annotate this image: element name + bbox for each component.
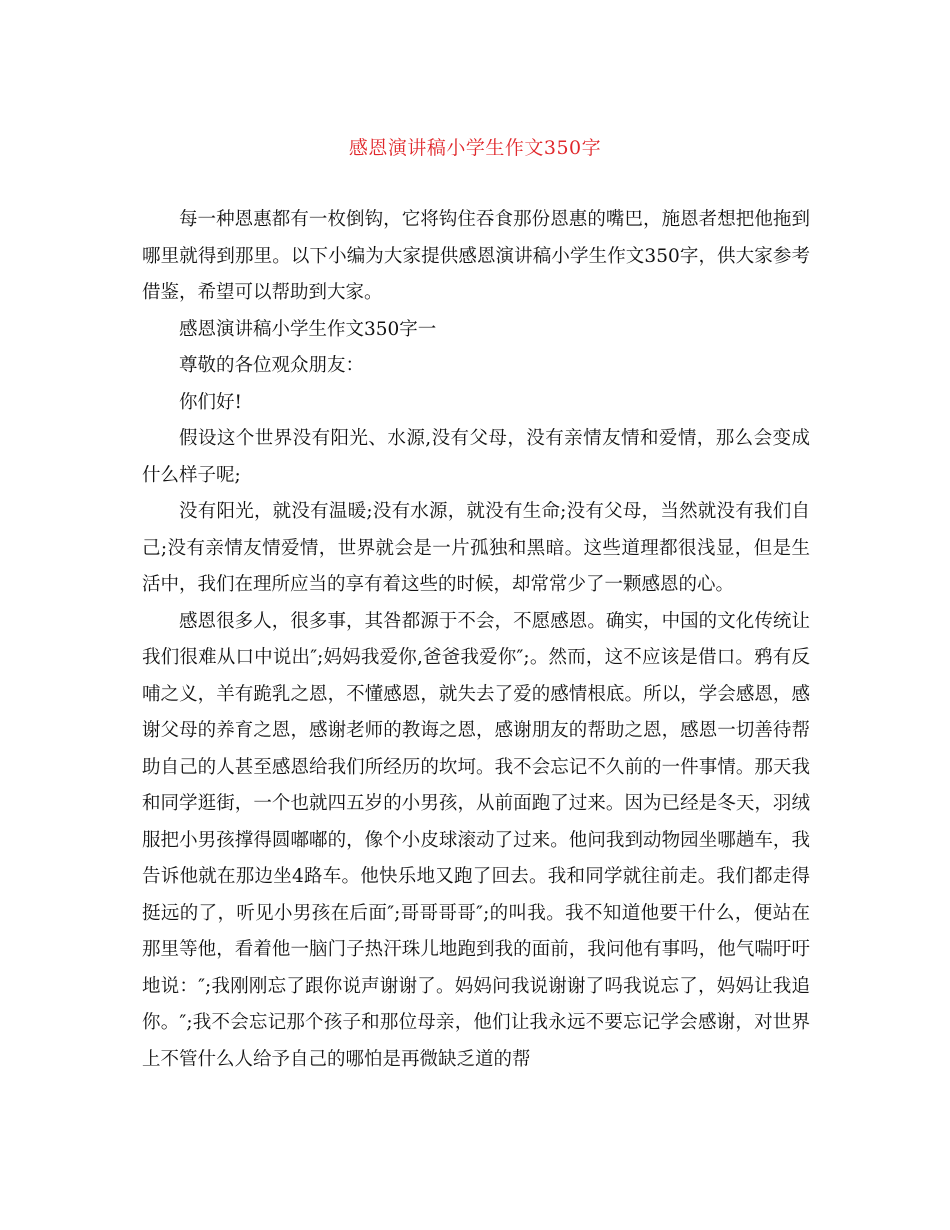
document-body [142,202,810,1078]
body-paragraph: 没有阳光，就没有温暖;没有水源，就没有生命;没有父母，当然就没有我们自己;没有亲情友情爱情，世界就会是一片孤独和黑暗。这些道理都很浅显，但是生活中，我们在理所应当的享有着这些的时候，却常常少了一颗感恩的心。 [142,501,810,595]
section-heading: 感恩演讲稿小学生作文350字一 [179,318,437,340]
greeting: 你们好! [179,391,242,413]
document-title: 感恩演讲稿小学生作文350字 [348,137,602,159]
salutation: 尊敬的各位观众朋友： [179,355,365,376]
body-paragraph: 假设这个世界没有阳光、水源,没有父母，没有亲情友情和爱情，那么会变成什么样子呢; [142,428,810,486]
intro-paragraph: 每一种恩惠都有一枚倒钩，它将钩住吞食那份恩惠的嘴巴，施恩者想把他拖到哪里就得到那里。以下小编为大家提供感恩演讲稿小学生作文350字，供大家参考借鉴，希望可以帮助到大家。 [142,209,810,303]
body-paragraph: 感恩很多人，很多事，其咎都源于不会，不愿感恩。确实，中国的文化传统让我们很难从口中说出″;妈妈我爱你,爸爸我爱你″;。然而，这不应该是借口。鸦有反哺之义，羊有跪乳之恩，不懂感恩，就失去了爱的感情根底。所以，学会感恩，感谢父母的养育之恩，感谢老师的教诲之恩，感谢朋友的帮助之恩，感恩一切善待帮助自己的人甚至感恩给我们所经历的坎坷。我不会忘记不久前的一件事情。那天我和同学逛街，一个也就四五岁的小男孩，从前面跑了过来。因为已经是冬天，羽绒服把小男孩撑得圆嘟嘟的，像个小皮球滚动了过来。他问我到动物园坐哪趟车，我告诉他就在那边坐4路车。他快乐地又跑了回去。我和同学就往前走。我们都走得挺远的了，听见小男孩在后面″;哥哥哥哥″;的叫我。我不知道他要干什么，便站在那里等他，看着他一脑门子热汗珠儿地跑到我的面前，我问他有事吗，他气喘吁吁地说：″;我刚刚忘了跟你说声谢谢了。妈妈问我说谢谢了吗我说忘了，妈妈让我追你。″;我不会忘记那个孩子和那位母亲，他们让我永远不要忘记学会感谢，对世界上不管什么人给予自己的哪怕是再微缺乏道的帮 [142,610,810,1070]
